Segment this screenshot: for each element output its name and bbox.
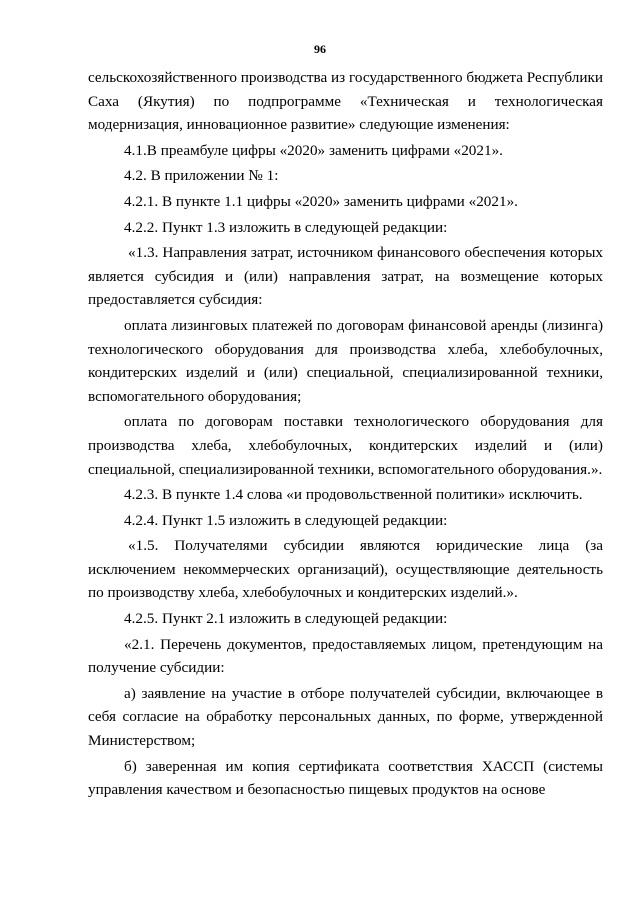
paragraph-item-b: б) заверенная им копия сертификата соответствия ХАССП (системы управления качеством и безопасностью пищевых продуктов на основе (88, 757, 603, 799)
paragraph-4-2-3: 4.2.3. В пункте 1.4 слова «и продовольственной политики» исключить. (124, 486, 583, 504)
paragraph-item-a: а) заявление на участие в отборе получателей субсидии, включающее в себя согласие на обработку персональных данных, по форме, утвержденной Министерством; (88, 684, 603, 750)
document-body (88, 66, 603, 804)
paragraph-quote-1-5: «1.5. Получателями субсидии являются юридические лица (за исключением некоммерческих организаций), осуществляющие деятельность по производству хлеба, хлебобулочных и кондитерских изделий.». (88, 537, 603, 602)
paragraph-4-2-4: 4.2.4. Пункт 1.5 изложить в следующей редакции: (124, 511, 448, 529)
paragraph-4-2: 4.2. В приложении № 1: (124, 167, 279, 185)
paragraph-quote-1-3: «1.3. Направления затрат, источником финансового обеспечения которых является субсидия и (или) направления затрат, на возмещение которых предоставляется субсидия: (88, 244, 603, 309)
page-number: 96 (314, 42, 326, 56)
paragraph-4-2-1: 4.2.1. В пункте 1.1 цифры «2020» заменить цифрами «2021». (124, 192, 518, 210)
paragraph-4-2-2: 4.2.2. Пункт 1.3 изложить в следующей редакции: (124, 218, 448, 236)
paragraph-supply-contracts: оплата по договорам поставки технологического оборудования для производства хлеба, хлебобулочных, кондитерских изделий и (или) специальной, специализированной техники, вспомогательного оборудования.». (88, 413, 603, 478)
paragraph-4-1: 4.1.В преамбуле цифры «2020» заменить цифрами «2021». (124, 141, 503, 159)
paragraph-quote-2-1: «2.1. Перечень документов, предоставляемых лицом, претендующим на получение субсидии: (88, 635, 603, 677)
paragraph-leasing-payments: оплата лизинговых платежей по договорам финансовой аренды (лизинга) технологического оборудования для производства хлеба, хлебобулочных, кондитерских изделий и (или) специальной, специализированной техники, вспомогательного оборудования; (88, 316, 603, 405)
paragraph-intro-continued: сельскохозяйственного производства из государственного бюджета Республики Саха (Якутия) по подпрограмме «Техническая и технологическая модернизация, инновационное развитие» следующие изменения: (88, 69, 603, 134)
paragraph-4-2-5: 4.2.5. Пункт 2.1 изложить в следующей редакции: (124, 610, 448, 628)
